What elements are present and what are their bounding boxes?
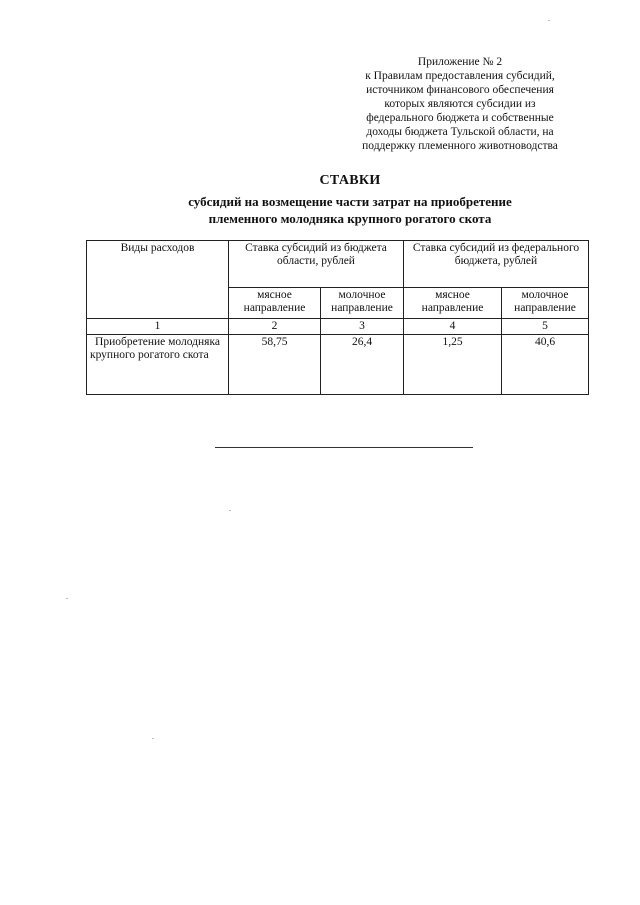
document-title: СТАВКИ <box>319 173 381 188</box>
regional-dairy-value: 26,4 <box>321 335 404 395</box>
header-regional-meat: мясное направление <box>229 288 321 319</box>
header-federal-meat: мясное направление <box>404 288 502 319</box>
appendix-line: источником финансового обеспечения <box>366 84 554 96</box>
federal-meat-value: 1,25 <box>404 335 502 395</box>
header-federal-dairy: молочное направление <box>502 288 589 319</box>
column-number: 5 <box>502 319 589 335</box>
header-regional-dairy: молочное направление <box>321 288 404 319</box>
header-regional-rate: Ставка субсидий из бюджета области, рублей <box>229 241 404 288</box>
column-number: 2 <box>229 319 321 335</box>
appendix-line: доходы бюджета Тульской области, на <box>366 126 554 138</box>
appendix-line: которых являются субсидии из <box>384 98 536 110</box>
column-number: 1 <box>87 319 229 335</box>
document-subtitle: племенного молодняка крупного рогатого скота <box>208 211 492 226</box>
appendix-note <box>345 55 575 153</box>
column-number: 4 <box>404 319 502 335</box>
table-row <box>87 335 589 395</box>
row-label: Приобретение молодняка крупного рогатого скота <box>87 335 229 395</box>
header-federal-rate: Ставка субсидий из федерального бюджета, рублей <box>404 241 589 288</box>
federal-dairy-value: 40,6 <box>502 335 589 395</box>
scan-speck <box>229 510 231 511</box>
document-subtitle: субсидий на возмещение части затрат на приобретение <box>188 194 512 209</box>
header-expense-types: Виды расходов <box>87 241 229 319</box>
appendix-line: поддержку племенного животноводства <box>362 140 558 152</box>
appendix-line: Приложение № 2 <box>417 56 503 68</box>
closing-rule <box>215 447 473 448</box>
rates-table <box>86 240 589 395</box>
scan-speck <box>66 598 68 599</box>
appendix-line: к Правилам предоставления субсидий, <box>365 70 555 82</box>
scan-speck <box>152 738 154 739</box>
appendix-line: федерального бюджета и собственные <box>366 112 554 124</box>
regional-meat-value: 58,75 <box>229 335 321 395</box>
scan-speck <box>548 20 550 21</box>
column-number: 3 <box>321 319 404 335</box>
